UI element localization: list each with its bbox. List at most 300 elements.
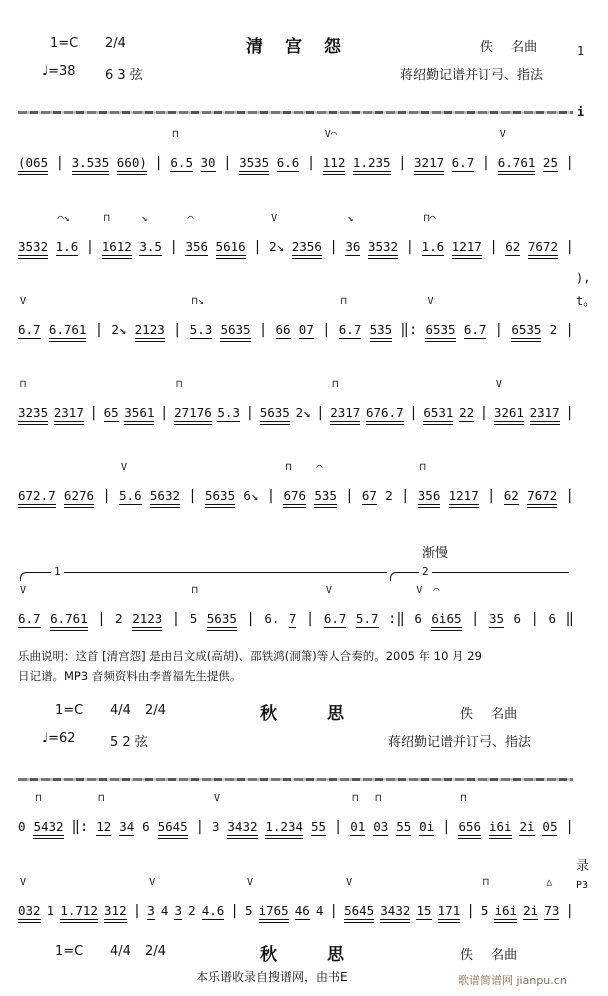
note-group [459, 406, 474, 426]
note-text: 535 [369, 322, 393, 337]
note-text: 5645 [344, 903, 375, 918]
note-group [449, 489, 479, 509]
transcriber-credit: 蒋绍勤记谱并订弓、指法 [400, 68, 544, 83]
note-text: 1 [46, 903, 55, 918]
bowing-mark: ⊓ [176, 379, 183, 390]
barline: | [409, 405, 418, 421]
note-text: 5635 [206, 611, 237, 626]
bowing-mark: ⊓ [98, 793, 105, 804]
barline: | [494, 322, 504, 338]
note-group [514, 612, 522, 632]
note-group [216, 240, 246, 260]
bowing-mark: ⊓ [332, 379, 339, 390]
note-text: 312 [104, 903, 127, 918]
note-group [119, 462, 142, 509]
note-group [289, 612, 297, 632]
note-text: 3 [147, 903, 155, 918]
barline: | [305, 611, 315, 627]
note-text: 6 [414, 611, 422, 626]
bowing-mark: ↘ [141, 213, 148, 224]
bowing-mark: V [121, 462, 128, 473]
barline: | [223, 155, 232, 171]
note-text: 36 [345, 239, 361, 254]
note-group [396, 820, 411, 840]
barline: | [565, 155, 574, 171]
note-group [295, 904, 310, 924]
barline: | [565, 322, 574, 338]
score-line [18, 793, 574, 840]
note-group [124, 406, 154, 426]
barline: | [97, 611, 106, 627]
note-group [188, 904, 196, 924]
note-group [527, 489, 557, 509]
note-group [269, 213, 285, 260]
note-group [55, 213, 79, 260]
bowing-mark: ⊓ [103, 213, 110, 224]
note-text: 6276 [63, 488, 95, 503]
note-text: 6.7 [323, 611, 347, 626]
note-group [205, 489, 235, 509]
note-group [416, 904, 431, 924]
barline: ‖: [71, 819, 89, 835]
note-text: 3235 [18, 405, 49, 420]
note-group [119, 820, 134, 840]
note-group [464, 323, 487, 343]
note-text: 2123 [134, 322, 165, 337]
staff-rule [18, 111, 573, 114]
note-text: 6.761 [50, 611, 88, 626]
note-group [356, 612, 379, 632]
note-text: 4 [315, 903, 324, 918]
score-line [18, 877, 574, 924]
note-text: 2356 [291, 239, 322, 254]
barline: | [173, 322, 182, 338]
note-text: 5 [480, 903, 489, 918]
note-text: 1.6 [55, 239, 79, 254]
note-text: 1217 [448, 488, 479, 503]
note-group [47, 904, 55, 924]
bowing-mark: ⊓ [172, 129, 179, 140]
barline: | [306, 155, 316, 171]
note-group [18, 156, 48, 176]
note-text: 2 [188, 903, 196, 918]
note-text: 6.6 [276, 155, 300, 170]
note-group [265, 820, 303, 840]
score-line [18, 462, 574, 509]
note-text: 2↘ [111, 322, 127, 337]
note-text: 3432 [227, 819, 258, 834]
note-group [277, 156, 300, 176]
barline: | [316, 405, 325, 421]
bowing-mark: ⌒ [316, 462, 323, 473]
note-group [104, 406, 119, 426]
note-text: 5645 [157, 819, 188, 834]
note-group [174, 904, 182, 924]
score-line [18, 379, 574, 426]
barline: | [479, 405, 489, 421]
note-group [504, 489, 519, 509]
note-group [543, 156, 558, 176]
note-text: 25 [542, 155, 558, 170]
description-line: 日记谱。MP3 音频资料由李普福先生提供。 [18, 669, 242, 683]
barline: | [246, 611, 255, 627]
note-text: 3432 [380, 903, 411, 918]
note-text: 6.7 [451, 155, 475, 170]
barline: | [329, 239, 338, 255]
barline: | [85, 239, 95, 255]
note-group [18, 585, 41, 632]
bowing-mark: △ [546, 877, 553, 888]
tempo: ♩=38 [42, 64, 76, 79]
bowing-mark: V [20, 585, 27, 596]
score-line [18, 129, 574, 176]
note-group [493, 379, 524, 426]
note-text: 30 [200, 155, 216, 170]
note-text: 6.7 [18, 322, 41, 337]
note-text: 6.5 [170, 155, 193, 170]
bowing-mark: V [495, 379, 502, 390]
note-group [530, 406, 560, 426]
barline: | [565, 903, 574, 919]
time-signature: 4/4 2/4 [110, 703, 166, 718]
note-group [276, 323, 291, 343]
note-text: 535 [314, 488, 337, 503]
note-group [523, 904, 538, 924]
note-group [452, 240, 482, 260]
bowing-mark: V [271, 213, 278, 224]
note-text: 3.5 [139, 239, 162, 254]
note-text: 5616 [215, 239, 246, 254]
note-text: i6i [494, 903, 518, 918]
piece-title: 秋思 [260, 945, 394, 965]
bowing-mark: ⊓ [482, 877, 489, 888]
note-text: 65 [103, 405, 119, 420]
note-group [60, 904, 98, 924]
note-text: 5 [189, 611, 198, 626]
bowing-mark: V [416, 585, 423, 596]
note-group [207, 612, 237, 632]
edge-fragment: 录 [576, 859, 590, 874]
note-group [111, 323, 126, 343]
note-text: 2 [385, 488, 393, 503]
note-text: 2↘ [269, 239, 285, 254]
note-text: 1612 [101, 239, 132, 254]
note-group [18, 379, 49, 426]
note-group [544, 877, 560, 924]
barline: | [466, 903, 475, 919]
bowing-mark: ⌒ [187, 213, 194, 224]
volta-bracket-1 [20, 565, 387, 581]
bowing-mark: V [499, 129, 506, 140]
barline: | [245, 405, 255, 421]
note-group [497, 129, 536, 176]
time-signature: 4/4 2/4 [110, 944, 166, 959]
note-text: 2123 [132, 611, 163, 626]
note-group [550, 323, 558, 343]
note-group [480, 877, 489, 924]
note-group [322, 129, 346, 176]
bowing-mark: ⊓ [285, 462, 292, 473]
note-text: 66 [275, 322, 291, 337]
edge-fragment: ), [576, 271, 591, 285]
bowing-mark: V [20, 877, 27, 888]
note-group [330, 379, 361, 426]
barline: | [530, 611, 539, 627]
note-group [414, 156, 444, 176]
bowing-mark: ⊓ [352, 793, 359, 804]
note-text: 55 [310, 819, 327, 834]
barline: | [329, 903, 338, 919]
composer: 佚 名曲 [460, 707, 518, 722]
note-group [417, 462, 441, 509]
bowing-mark: V [149, 877, 156, 888]
note-text: 03 [373, 819, 389, 834]
note-group [295, 406, 310, 426]
note-text: 3.535 [71, 155, 110, 170]
note-text: 3261 [493, 405, 524, 420]
note-text: 2 [115, 611, 123, 626]
note-text: i765 [258, 903, 289, 918]
note-group [542, 820, 557, 840]
note-text: 2 [549, 322, 558, 337]
string-tuning: 5 2 弦 [110, 735, 148, 750]
barline: | [89, 405, 98, 421]
note-group [244, 877, 253, 924]
note-group [425, 296, 456, 343]
note-text: 3561 [124, 405, 155, 420]
note-group [217, 406, 240, 426]
note-group [311, 820, 326, 840]
barline: | [398, 155, 407, 171]
note-text: 05 [542, 819, 558, 834]
note-group [174, 379, 212, 426]
description-line: 乐曲说明：这首 [清宫怨] 是由吕文成(高胡)、邵铁鸿(洞箫)等人合奏的。2005 年 10 月 29 [18, 649, 482, 663]
score-line [18, 213, 574, 260]
note-text: 1.235 [352, 155, 391, 170]
barline: | [188, 488, 197, 504]
note-group [18, 820, 26, 840]
note-text: 6.761 [48, 322, 87, 337]
note-group [158, 820, 188, 840]
note-group [211, 793, 220, 840]
note-text: 6 [513, 611, 522, 626]
note-group [259, 904, 289, 924]
note-text: 46 [294, 903, 310, 918]
note-group [283, 462, 307, 509]
note-group [431, 585, 462, 632]
note-group [345, 213, 361, 260]
note-group [18, 240, 48, 260]
ritardando-mark: 渐慢 [422, 546, 449, 561]
bowing-mark: ⊓ [191, 585, 198, 596]
time-signature: 2/4 [105, 36, 126, 51]
note-text: 34 [119, 819, 135, 834]
note-text: 6i65 [431, 611, 462, 626]
barline: | [253, 239, 262, 255]
note-group [362, 489, 377, 509]
note-text: 6531 [423, 405, 454, 420]
note-group [373, 793, 389, 840]
note-text: i6i [488, 819, 512, 834]
bowing-mark: ⊓ [35, 793, 42, 804]
note-group [96, 793, 112, 840]
note-text: 3 [174, 903, 183, 918]
barline: :‖ [388, 611, 405, 627]
bowing-mark: ⊓ [375, 793, 382, 804]
string-tuning: 6 3 弦 [105, 68, 143, 83]
note-group [220, 323, 250, 343]
note-group [18, 489, 56, 509]
score-line [18, 296, 574, 343]
note-text: 5635 [205, 488, 236, 503]
transcriber-credit: 蒋绍勤记谱并订弓、指法 [388, 735, 532, 750]
score-line [18, 585, 574, 632]
note-text: 1.234 [265, 819, 304, 834]
barline: | [160, 405, 169, 421]
barline: | [195, 819, 205, 835]
note-text: 6535 [425, 322, 456, 337]
note-group [299, 323, 314, 343]
note-group [452, 156, 475, 176]
barline: ‖: [400, 322, 418, 338]
note-text: 2↘ [295, 405, 311, 420]
note-group [368, 240, 398, 260]
bowing-mark: ⌒ [433, 585, 440, 596]
note-group [185, 213, 209, 260]
bowing-mark: V [325, 585, 332, 596]
source-note: 本乐谱收录自搜谱网，由书E [196, 970, 348, 984]
note-group [239, 156, 269, 176]
note-group [421, 213, 445, 260]
note-group [132, 612, 162, 632]
note-group [380, 904, 410, 924]
barline: | [230, 903, 239, 919]
note-group [292, 240, 322, 260]
note-text: 1.6 [421, 239, 445, 254]
note-group [50, 612, 88, 632]
bowing-mark: V [213, 793, 220, 804]
barline: ‖ [565, 611, 574, 627]
note-text: 0i [419, 819, 435, 834]
note-text: (065 [18, 155, 49, 170]
note-text: 6.761 [497, 155, 536, 170]
note-text: 73 [544, 903, 560, 918]
note-text: 3217 [414, 155, 445, 170]
note-group [139, 213, 162, 260]
note-group [505, 240, 520, 260]
note-group [323, 585, 347, 632]
note-text: 27176 [174, 405, 212, 420]
tempo: ♩=62 [42, 731, 76, 746]
barline: | [171, 611, 181, 627]
barline: | [489, 239, 498, 255]
note-group [227, 820, 257, 840]
note-text: 1217 [451, 239, 482, 254]
note-group [150, 489, 180, 509]
note-group [260, 406, 290, 426]
barline: | [102, 488, 111, 504]
note-group [423, 406, 453, 426]
note-group [33, 793, 64, 840]
barline: | [345, 488, 354, 504]
barline: | [322, 322, 331, 338]
note-text: 3 [211, 819, 220, 834]
note-group [115, 612, 123, 632]
note-text: 55 [396, 819, 412, 834]
barline: | [132, 903, 142, 919]
note-text: 6.7 [18, 611, 41, 626]
volta-bracket-2 [390, 565, 569, 581]
note-text: 2i [519, 819, 535, 834]
bowing-mark: V [246, 877, 253, 888]
bowing-mark: ⊓ [20, 379, 27, 390]
note-text: 5635 [259, 405, 290, 420]
barline: | [442, 819, 451, 835]
note-group [243, 489, 258, 509]
note-text: 2i [523, 903, 539, 918]
note-text: 62 [505, 239, 521, 254]
note-text: 356 [185, 239, 209, 254]
note-text: 6.7 [338, 322, 362, 337]
edge-fragment: t。 [576, 294, 596, 308]
barline: | [258, 322, 268, 338]
note-group [72, 156, 110, 176]
note-group [511, 323, 541, 343]
note-group [489, 820, 512, 840]
note-text: 35 [488, 611, 504, 626]
barline: | [333, 819, 343, 835]
note-text: 5.6 [119, 488, 142, 503]
note-text: 07 [298, 322, 314, 337]
note-text: 2317 [330, 405, 361, 420]
note-group [366, 406, 404, 426]
note-group [489, 612, 504, 632]
key-signature: 1=C [55, 944, 84, 959]
note-text: 356 [417, 488, 441, 503]
barline: | [405, 239, 415, 255]
note-group [438, 904, 461, 924]
note-text: 67 [361, 488, 377, 503]
note-group [104, 904, 127, 924]
note-group [385, 489, 393, 509]
bowing-mark: ⊓⌒ [423, 213, 436, 224]
note-text: 5 [244, 903, 253, 918]
note-text: 656 [458, 819, 482, 834]
note-text: 5.7 [355, 611, 379, 626]
barline: | [471, 611, 480, 627]
note-group [18, 877, 41, 924]
barline: | [565, 819, 574, 835]
note-text: 3532 [367, 239, 399, 254]
note-text: 15 [416, 903, 432, 918]
note-group [189, 296, 213, 343]
composer: 佚 名曲 [480, 40, 538, 55]
bowing-mark: V [346, 877, 353, 888]
note-text: 6.7 [463, 322, 487, 337]
note-text: 6 [548, 611, 556, 626]
barline: | [154, 155, 163, 171]
note-text: 62 [503, 488, 519, 503]
bowing-mark: ⊓ [460, 793, 467, 804]
note-group [189, 585, 198, 632]
note-text: 2317 [529, 405, 560, 420]
note-group [170, 129, 193, 176]
key-signature: 1=C [55, 703, 84, 718]
note-text: 4.6 [201, 903, 225, 918]
edge-fragment: i [577, 105, 585, 119]
note-group [414, 585, 423, 632]
barline: | [55, 155, 65, 171]
